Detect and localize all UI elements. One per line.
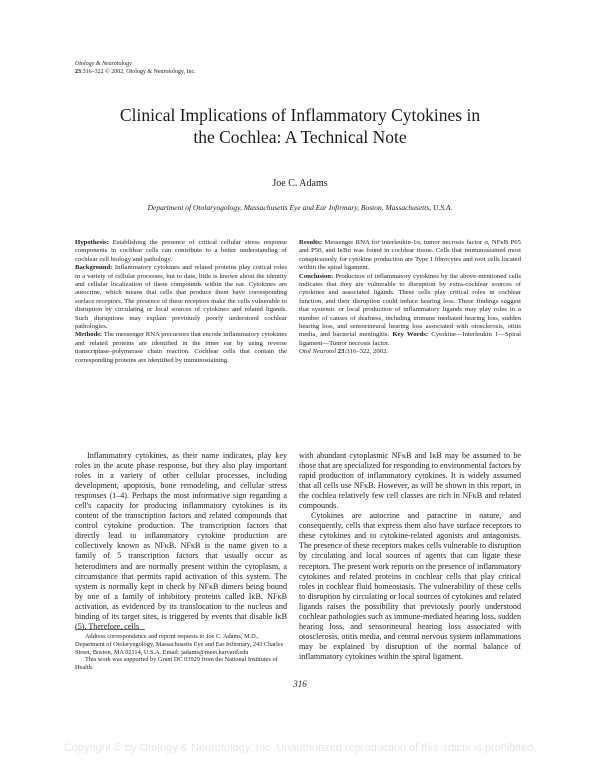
keywords-label: Key Words: — [392, 331, 429, 339]
abstract-cite-volume: 23 — [337, 348, 345, 356]
body-right-column — [299, 451, 521, 662]
body-left-column — [75, 451, 287, 632]
results-text: Messenger RNA for interleukin-1α, tumor necrosis factor α, NFκB P65 and P50, and IκBα was found in cochlear tissue. Cells that immunostained most conspicuously for cytokine production are Type I fibrocytes and root cells located within the spiral ligament. — [299, 239, 521, 272]
copyright-watermark: Copyright © by Otology & Neurotology, Inc. Unauthorized reproduction of this article is prohibited. — [63, 742, 537, 754]
abstract-cite-rest: :316–322, 2002. — [344, 348, 389, 356]
abstract-background — [75, 264, 287, 331]
footnote-address: Address correspondence and reprint requests to Joe C. Adams, M.D., Department of Otolaryngology, Massachusetts Eye and Ear Infirmary, 243 Charles Street, Boston, MA 02114, U.S.A. Email: jadams@meei.harvard.edu — [75, 633, 284, 656]
footnotes — [75, 633, 287, 672]
hypothesis-text: Establishing the presence of critical cellular stress response components in cochlear cells can contribute to a better understanding of cochlear cell biology and pathology. — [75, 239, 287, 263]
journal-header — [75, 61, 196, 76]
conclusion-text: Production of inflammatory cytokines by the above-mentioned cells indicates that they are vulnerable to disruption by extra-cochlear sources of cytokines and associated ligands. These cells play critical roles in cochlear function, and their disruption could induce hearing loss. These findings suggest that systemic or local production of inflammatory ligands may play roles in a number of causes of deafness, including immune mediated hearing loss, sudden hearing loss, and sensorineural hearing loss associated with otosclerosis, otitis media, and bacterial meningitis. — [299, 272, 521, 339]
abstract-results — [299, 239, 521, 273]
abstract-right-column — [299, 239, 521, 357]
conclusion-label: Conclusion: — [299, 272, 334, 280]
journal-name: Otology & Neurotology — [75, 61, 132, 67]
abstract-left-column — [75, 239, 287, 365]
title-line-2: the Cochlea: A Technical Note — [193, 127, 407, 147]
abstract-methods — [75, 331, 287, 365]
methods-label: Methods: — [75, 331, 103, 339]
background-label: Background: — [75, 264, 113, 272]
journal-citation-rest: :316–322 © 2002, Otology & Neurotology, Inc. — [81, 68, 196, 75]
article-title — [0, 104, 600, 148]
abstract-citation — [299, 348, 521, 356]
body-paragraph: Inflammatory cytokines, as their name indicates, play key roles in the acute phase response, but they also play important roles in a variety of other cellular processes, including development, apoptosis, bone remodeling, and cellular stress responses (1–4). Perhaps the most informative sign regarding a cell's capacity for producing inflammatory cytokines is its content of the transcription factors and related compounds that control cytokine production. The transcription factors that directly lead to inflammatory cytokine production are collectively known as NFκB. NFκB is the name given to a family of 5 transcription factors that usually occur as heterodimers and are normally present within the cytoplasm, a circumstance that permits rapid activation of this system. The system is normally kept in check by NFκB dimers being bound by one of a family of inhibitory proteins called IκB. NFκB activation, as evidenced by its translocation to the nucleus and binding of its target sites, is triggered by events that disable IκB (5). Therefore, cells — [75, 451, 287, 631]
footnote-support: This work was supported by Grant DC 03929 from the National Institutes of Health. — [75, 656, 278, 672]
journal-citation — [75, 69, 196, 75]
title-line-1: Clinical Implications of Inflammatory Cytokines in — [119, 105, 481, 125]
author-affiliation: Department of Otolaryngology, Massachusetts Eye and Ear Infirmary, Boston, Massachusetts, U.S.A. — [147, 203, 453, 212]
footnote-divider — [75, 629, 145, 630]
background-text: Inflammatory cytokines and related proteins play critical roles in a variety of cellular processes, but to date, little is known about the identity and cellular localization of these compounds within the ear. Cytokines are autocrine, which means that cells that produce them have corresponding surface receptors. The presence of these receptors make the cells vulnerable to disruption by circulating or local sources of cytokines and related ligands. Such disruptions may explain previously poorly understood cochlear pathologies. — [75, 264, 287, 331]
hypothesis-label: Hypothesis: — [75, 239, 109, 246]
body-paragraph: Cytokines are autocrine and paracrine in nature, and consequently, cells that express them also have surface receptors to these cytokines and to cytokine-related agonists and antagonists. The presence of these receptors makes cells vulnerable to disruption by circulating and local sources of agents that can ligate these receptors. The present work reports on the presence of inflammatory cytokines and related proteins in cochlear cells that play critical roles in cochlear fluid homeostasis. The vulnerability of these cells to disruption by circulating or local sources of cytokines and related ligands raises the possibility that previously poorly understood cochlear pathologies such as immune-mediated hearing loss, sudden hearing loss, and sensorineural hearing loss associated with otosclerosis, otitis media, and central nervous system inflammations may be explained by disruption of the normal balance of inflammatory cytokines within the spiral ligament. — [299, 511, 521, 661]
abstract-hypothesis — [75, 239, 287, 264]
methods-text: The messenger RNA precursors that encode inflammatory cytokines and related proteins are identified in the inner ear by using reverse transcriptase–polymerase chain reaction. Cochlear cells that contain the corresponding proteins are identified by immunostaining. — [75, 331, 287, 364]
keywords-text: Cytokine—Interleukin 1—Spiral ligament—Tumor necrosis factor. — [299, 331, 522, 347]
page-number: 316 — [293, 679, 307, 689]
author-name: Joe C. Adams — [272, 178, 328, 189]
results-label: Results: — [299, 239, 323, 246]
abstract-conclusion — [299, 273, 521, 349]
body-paragraph-continued: with abundant cytoplasmic NFκB and IκB may be assumed to be those that are specialized for responding to environmental factors by rapid production of inflammatory cytokines. It is widely assumed that all cells use NFκB. However, as will be shown in this report, in the cochlea relatively few cell classes are rich in NFκB and related compounds. — [299, 451, 521, 511]
journal-volume: 23 — [75, 68, 81, 75]
abstract-cite-journal: Otol Neurotol — [299, 348, 337, 356]
